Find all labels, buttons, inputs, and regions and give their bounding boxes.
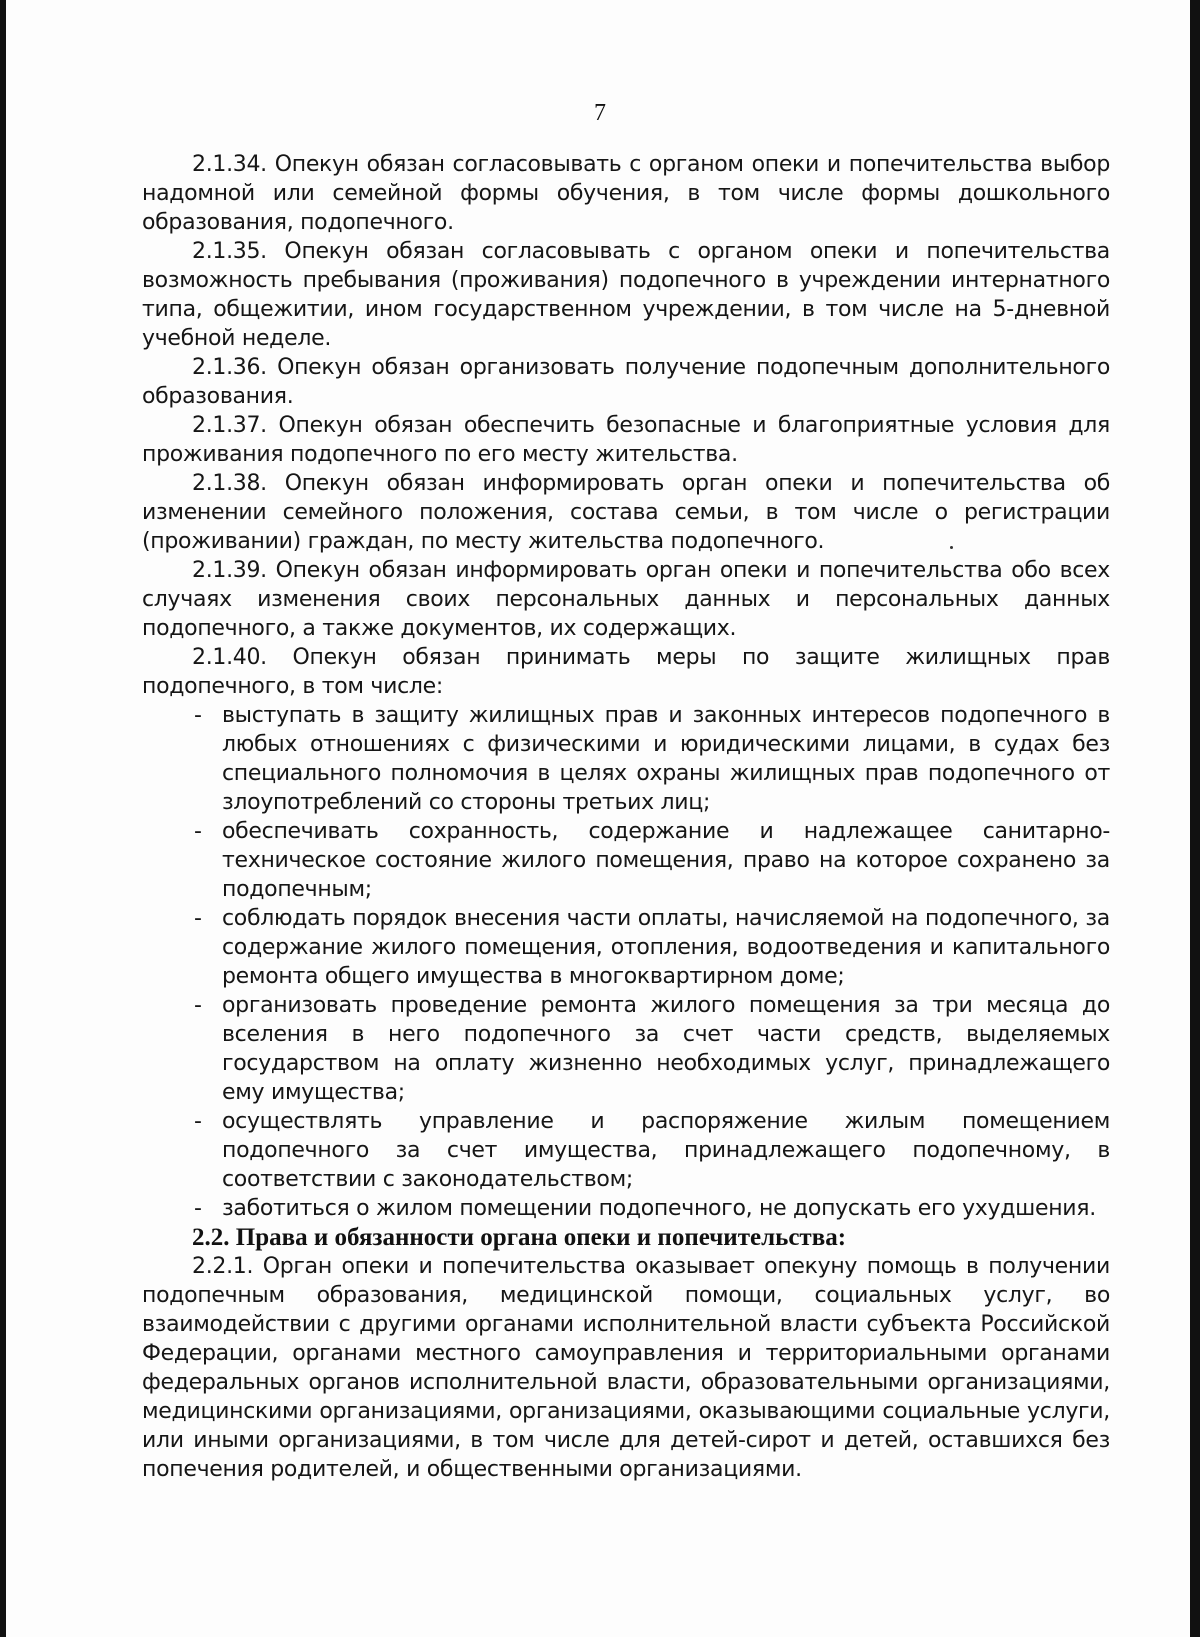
list-item-text: заботиться о жилом помещении подопечного, не допускать его ухудшения. — [222, 1196, 1096, 1221]
page-number: 7 — [594, 100, 606, 126]
list-item — [142, 701, 1110, 817]
paragraph-2-1-36: 2.1.36. Опекун обязан организовать получение подопечным дополнительного образования. — [142, 355, 1110, 409]
paragraph-2-1-37: 2.1.37. Опекун обязан обеспечить безопасные и благоприятные условия для проживания подопечного по его месту жительства. — [142, 413, 1110, 467]
list-item-text: осуществлять управление и распоряжение жилым помещением подопечного за счет имущества, принадлежащего подопечному, в соответствии с законодательством; — [222, 1109, 1110, 1192]
paragraph-2-2-1: 2.2.1. Орган опеки и попечительства оказывает опекуну помощь в получении подопечным образования, медицинской помощи, социальных услуг, во взаимодействии с другими органами исполнительной власти субъекта Российской Федерации, органами местного самоуправления и территориальными органами федеральных органов исполнительной власти, образовательными организациями, медицинскими организациями, организациями, оказывающими социальные услуги, или иными организациями, в том числе для детей-сирот и детей, оставшихся без попечения родителей, и общественными организациями. — [142, 1254, 1110, 1482]
housing-rights-list — [142, 701, 1110, 1223]
bullet-dash: - — [194, 993, 202, 1018]
paragraph-2-1-35: 2.1.35. Опекун обязан согласовывать с органом опеки и попечительства возможность пребывания (проживания) подопечного в учреждении интернатного типа, общежитии, ином государственном учреждении, в том числе на 5-дневной учебной неделе. — [142, 239, 1110, 351]
list-item-text: соблюдать порядок внесения части оплаты, начисляемой на подопечного, за содержание жилого помещения, отопления, водоотведения и капитального ремонта общего имущества в многоквартирном доме; — [222, 906, 1110, 989]
list-item — [142, 1107, 1110, 1194]
bullet-dash: - — [194, 1109, 202, 1134]
paragraph-2-1-40: 2.1.40. Опекун обязан принимать меры по защите жилищных прав подопечного, в том числе: — [142, 645, 1110, 699]
paragraph-2-1-39: 2.1.39. Опекун обязан информировать орган опеки и попечительства обо всех случаях изменения своих персональных данных и персональных данных подопечного, а также документов, их содержащих. — [142, 558, 1110, 641]
scan-border-left — [0, 0, 6, 1637]
list-item — [142, 904, 1110, 991]
bullet-dash: - — [194, 1196, 202, 1221]
document-body — [142, 150, 1110, 1484]
section-heading: 2.2. Права и обязанности органа опеки и попечительства: — [192, 1224, 847, 1251]
paragraph-2-1-38: 2.1.38. Опекун обязан информировать орган опеки и попечительства об изменении семейного положения, состава семьи, в том числе о регистрации (проживании) граждан, по месту жительства подопечного. — [142, 471, 1110, 554]
list-item-text: организовать проведение ремонта жилого помещения за три месяца до вселения в него подопечного за счет части средств, выделяемых государством на оплату жизненно необходимых услуг, принадлежащего ему имущества; — [222, 993, 1110, 1105]
paragraph-2-1-34: 2.1.34. Опекун обязан согласовывать с органом опеки и попечительства выбор надомной или семейной формы обучения, в том числе формы дошкольного образования, подопечного. — [142, 152, 1110, 235]
bullet-dash: - — [194, 906, 202, 931]
list-item — [142, 817, 1110, 904]
bullet-dash: - — [194, 703, 202, 728]
scan-border-right — [1190, 0, 1200, 1637]
list-item — [142, 991, 1110, 1107]
list-item-text: обеспечивать сохранность, содержание и надлежащее санитарно-техническое состояние жилого помещения, право на которое сохранено за подопечным; — [222, 819, 1110, 902]
list-item-text: выступать в защиту жилищных прав и законных интересов подопечного в любых отношениях с физическими и юридическими лицами, в судах без специального полномочия в целях охраны жилищных прав подопечного от злоупотреблений со стороны третьих лиц; — [222, 703, 1110, 815]
list-item — [142, 1194, 1110, 1223]
bullet-dash: - — [194, 819, 202, 844]
